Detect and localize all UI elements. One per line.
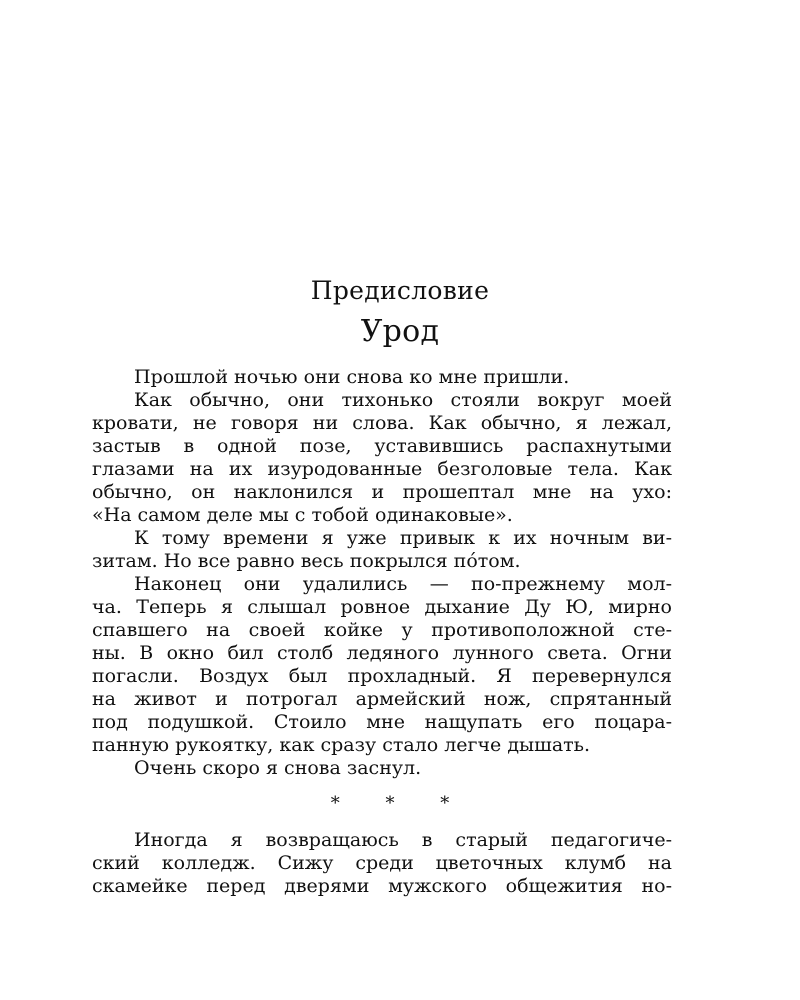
text-line: на живот и потрогал армейский нож, спрятанный (92, 688, 672, 710)
text-line: Иногда я возвращаюсь в старый педагогиче- (134, 829, 672, 851)
text-line: застыв в одной позе, уставившись распахнутыми (92, 435, 672, 457)
text-line: Прошлой ночью они снова ко мне пришли. (134, 366, 570, 388)
text-line: глазами на их изуродованные безголовые тела. Как (92, 458, 672, 480)
text-line: погасли. Воздух был прохладный. Я перевернулся (92, 665, 672, 687)
text-line: скамейке перед дверями мужского общежития но- (92, 875, 672, 897)
text-line: ский колледж. Сижу среди цветочных клумб на (92, 852, 672, 874)
text-line: зитам. Но все равно весь покрылся пóтом. (92, 550, 521, 572)
body-text-section-2 (92, 829, 672, 898)
chapter-title: Урод (360, 314, 440, 349)
section-separator: * * * (330, 793, 470, 814)
preface-heading: Предисловие (310, 276, 490, 305)
text-line: ны. В окно бил столб ледяного лунного света. Огни (92, 642, 672, 664)
text-line: Как обычно, они тихонько стояли вокруг моей (134, 389, 672, 411)
text-line: спавшего на своей койке у противоположной сте- (92, 619, 672, 641)
text-line: ча. Теперь я слышал ровное дыхание Ду Ю, мирно (92, 596, 672, 618)
text-line: К тому времени я уже привык к их ночным ви- (134, 527, 672, 549)
body-text-section-1 (92, 366, 672, 780)
text-line: обычно, он наклонился и прошептал мне на ухо: (92, 481, 672, 503)
text-line: Очень скоро я снова заснул. (134, 757, 422, 779)
text-line: Наконец они удалились — по-прежнему мол- (134, 573, 672, 595)
text-line: под подушкой. Стоило мне нащупать его поцара- (92, 711, 672, 733)
text-line: панную рукоятку, как сразу стало легче дышать. (92, 734, 591, 756)
text-line: кровати, не говоря ни слова. Как обычно, я лежал, (92, 412, 672, 434)
text-line: «На самом деле мы с тобой одинаковые». (92, 504, 513, 526)
